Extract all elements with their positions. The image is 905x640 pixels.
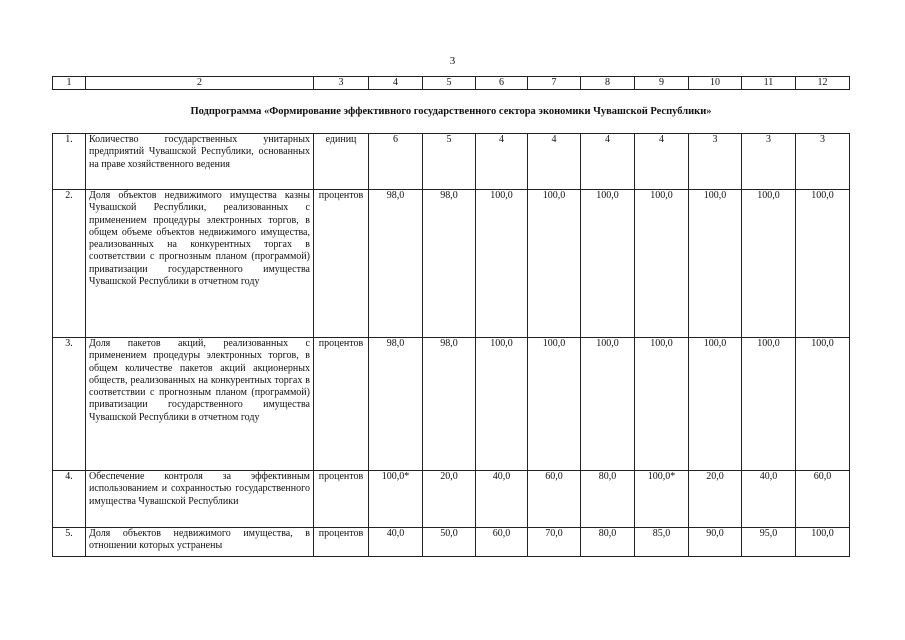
value-cell: 80,0 bbox=[581, 528, 635, 557]
unit-cell: процентов bbox=[314, 190, 369, 338]
unit-cell: единиц bbox=[314, 134, 369, 190]
value-cell: 98,0 bbox=[423, 338, 476, 471]
value-cell: 100,0 bbox=[796, 338, 850, 471]
value-cell: 4 bbox=[528, 134, 581, 190]
table-row bbox=[53, 528, 850, 557]
value-cell: 100,0 bbox=[581, 190, 635, 338]
value-cell: 100,0 bbox=[742, 190, 796, 338]
row-number: 4. bbox=[53, 471, 86, 528]
value-cell: 100,0 bbox=[796, 190, 850, 338]
value-cell: 100,0 bbox=[796, 528, 850, 557]
column-number: 11 bbox=[742, 77, 796, 90]
value-cell: 100,0 bbox=[635, 338, 689, 471]
value-cell: 100,0 bbox=[689, 338, 742, 471]
value-cell: 100,0 bbox=[528, 190, 581, 338]
column-numbers-row bbox=[53, 77, 850, 90]
row-number: 2. bbox=[53, 190, 86, 338]
value-cell: 95,0 bbox=[742, 528, 796, 557]
value-cell: 98,0 bbox=[369, 190, 423, 338]
value-cell: 40,0 bbox=[742, 471, 796, 528]
row-number: 3. bbox=[53, 338, 86, 471]
row-number: 1. bbox=[53, 134, 86, 190]
table-row bbox=[53, 134, 850, 190]
column-number: 6 bbox=[476, 77, 528, 90]
value-cell: 98,0 bbox=[423, 190, 476, 338]
value-cell: 100,0* bbox=[635, 471, 689, 528]
value-cell: 3 bbox=[689, 134, 742, 190]
value-cell: 90,0 bbox=[689, 528, 742, 557]
value-cell: 4 bbox=[581, 134, 635, 190]
value-cell: 40,0 bbox=[476, 471, 528, 528]
column-number: 12 bbox=[796, 77, 850, 90]
value-cell: 100,0 bbox=[528, 338, 581, 471]
value-cell: 60,0 bbox=[476, 528, 528, 557]
row-number: 5. bbox=[53, 528, 86, 557]
value-cell: 4 bbox=[476, 134, 528, 190]
value-cell: 6 bbox=[369, 134, 423, 190]
value-cell: 20,0 bbox=[423, 471, 476, 528]
column-number: 2 bbox=[86, 77, 314, 90]
value-cell: 60,0 bbox=[528, 471, 581, 528]
value-cell: 20,0 bbox=[689, 471, 742, 528]
page-number: 3 bbox=[449, 55, 456, 67]
value-cell: 100,0 bbox=[689, 190, 742, 338]
unit-cell: процентов bbox=[314, 528, 369, 557]
table-row bbox=[53, 190, 850, 338]
value-cell: 50,0 bbox=[423, 528, 476, 557]
column-number: 10 bbox=[689, 77, 742, 90]
column-number: 4 bbox=[369, 77, 423, 90]
indicator-name: Количество государственных унитарных предприятий Чувашской Республики, основанных на праве хозяйственного ведения bbox=[86, 134, 314, 190]
value-cell: 60,0 bbox=[796, 471, 850, 528]
value-cell: 3 bbox=[796, 134, 850, 190]
value-cell: 40,0 bbox=[369, 528, 423, 557]
indicator-name: Доля объектов недвижимого имущества казны Чувашской Республики, реализованных с применением процедуры электронных торгов, в общем объеме объектов недвижимого имущества, реализованных на конкурентных торгах в соответствии с прогнозным планом (программой) приватизации государственного имущества Чувашской Республики в отчетном году bbox=[86, 190, 314, 338]
section-row bbox=[53, 90, 850, 134]
value-cell: 100,0 bbox=[635, 190, 689, 338]
value-cell: 100,0 bbox=[742, 338, 796, 471]
section-title: Подпрограмма «Формирование эффективного государственного сектора экономики Чувашской Республики» bbox=[53, 90, 850, 134]
column-number: 3 bbox=[314, 77, 369, 90]
indicator-name: Обеспечение контроля за эффективным использованием и сохранностью государственного имущества Чувашской Республики bbox=[86, 471, 314, 528]
value-cell: 98,0 bbox=[369, 338, 423, 471]
value-cell: 100,0 bbox=[581, 338, 635, 471]
indicator-name: Доля объектов недвижимого имущества, в отношении которых устранены bbox=[86, 528, 314, 557]
value-cell: 100,0 bbox=[476, 338, 528, 471]
value-cell: 85,0 bbox=[635, 528, 689, 557]
column-number: 7 bbox=[528, 77, 581, 90]
value-cell: 70,0 bbox=[528, 528, 581, 557]
unit-cell: процентов bbox=[314, 338, 369, 471]
column-number: 9 bbox=[635, 77, 689, 90]
value-cell: 5 bbox=[423, 134, 476, 190]
value-cell: 4 bbox=[635, 134, 689, 190]
value-cell: 80,0 bbox=[581, 471, 635, 528]
value-cell: 100,0* bbox=[369, 471, 423, 528]
table-row bbox=[53, 338, 850, 471]
table-row bbox=[53, 471, 850, 528]
column-number: 1 bbox=[53, 77, 86, 90]
value-cell: 100,0 bbox=[476, 190, 528, 338]
unit-cell: процентов bbox=[314, 471, 369, 528]
indicator-name: Доля пакетов акций, реализованных с применением процедуры электронных торгов, в общем количестве пакетов акций акционерных обществ, реализованных на конкурентных торгах в соответствии с прогнозным планом (программой) приватизации государственного имущества Чувашской Республики в отчетном году bbox=[86, 338, 314, 471]
value-cell: 3 bbox=[742, 134, 796, 190]
column-number: 8 bbox=[581, 77, 635, 90]
indicators-table bbox=[52, 76, 850, 557]
column-number: 5 bbox=[423, 77, 476, 90]
